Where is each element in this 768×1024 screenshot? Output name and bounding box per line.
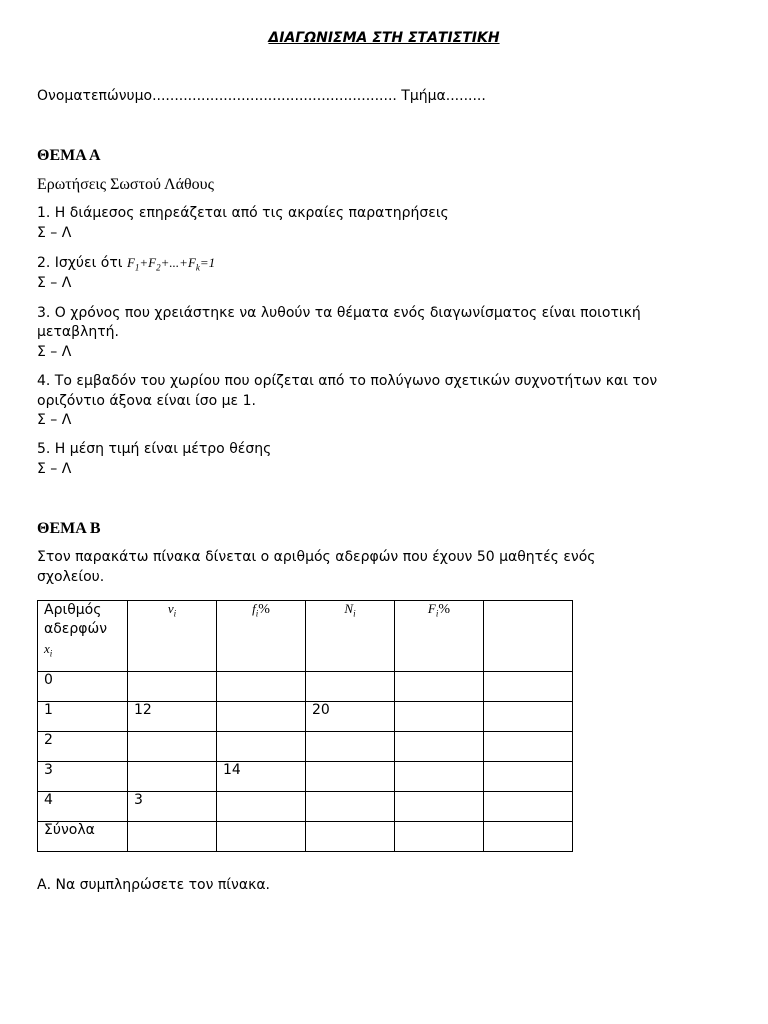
table-cell	[395, 762, 484, 792]
table-cell	[217, 732, 306, 762]
table-cell	[395, 822, 484, 852]
table-cell: 20	[306, 702, 395, 732]
header-cell-relative-frequency: $f_i\%$	[217, 601, 306, 672]
table-cell	[306, 822, 395, 852]
section-b-intro-line-2: σχολείου.	[37, 569, 105, 585]
section-b-intro-line-1: Στον παρακάτω πίνακα δίνεται ο αριθμός αδερφών που έχουν 50 μαθητές ενός	[37, 549, 596, 565]
name-class-line: Ονοματεπώνυμο....................................................... Τμήμα.........	[37, 88, 486, 104]
task-a: Α. Να συμπληρώσετε τον πίνακα.	[37, 877, 271, 893]
header-cell-cumulative-relative-frequency: $F_i\%$	[395, 601, 484, 672]
table-cell	[306, 762, 395, 792]
table-cell	[484, 702, 573, 732]
table-cell: Σύνολα	[38, 822, 128, 852]
table-cell	[484, 762, 573, 792]
sum-formula: $F_1+F_2+...+F_k=1$	[126, 255, 216, 273]
answer-choice-1: Σ – Λ	[37, 225, 72, 241]
question-3-line-1: 3. Ο χρόνος που χρειάστηκε να λυθούν τα θέματα ενός διαγωνίσματος είναι ποιοτική	[37, 305, 641, 321]
table-cell: 1	[38, 702, 128, 732]
table-cell: 2	[38, 732, 128, 762]
table-header-row	[38, 601, 573, 672]
table-cell	[484, 672, 573, 702]
table-cell	[484, 732, 573, 762]
answer-choice-2: Σ – Λ	[37, 275, 72, 291]
question-4-line-1: 4. Το εμβαδόν του χωρίου που ορίζεται από το πολύγωνο σχετικών συχνοτήτων και τον	[37, 373, 658, 389]
table-cell	[484, 822, 573, 852]
answer-choice-4: Σ – Λ	[37, 412, 72, 428]
answer-choice-5: Σ – Λ	[37, 461, 72, 477]
table-cell	[217, 822, 306, 852]
table-cell: 14	[217, 762, 306, 792]
table-cell	[395, 702, 484, 732]
table-cell	[128, 762, 217, 792]
question-3-line-2: μεταβλητή.	[37, 324, 119, 340]
table-cell	[217, 792, 306, 822]
table-cell	[306, 732, 395, 762]
table-cell	[217, 672, 306, 702]
header-cell-frequency: $\nu_i$	[128, 601, 217, 672]
table-row	[38, 792, 573, 822]
answer-choice-3: Σ – Λ	[37, 344, 72, 360]
table-cell	[217, 702, 306, 732]
table-cell: 3	[128, 792, 217, 822]
table-totals-row	[38, 822, 573, 852]
table-row	[38, 702, 573, 732]
table-cell: 4	[38, 792, 128, 822]
question-2	[37, 255, 215, 273]
header-cell-siblings: Αριθμός αδερφών $x_i$	[38, 601, 128, 672]
header-cell-cumulative-frequency: $N_i$	[306, 601, 395, 672]
table-cell	[395, 792, 484, 822]
table-cell	[128, 672, 217, 702]
question-4-line-2: οριζόντιο άξονα είναι ίσο με 1.	[37, 393, 256, 409]
section-b-heading: ΘΕΜΑ Β	[37, 520, 101, 537]
table-cell	[128, 822, 217, 852]
header-cell-extra	[484, 601, 573, 672]
table-cell	[395, 732, 484, 762]
question-1: 1. Η διάμεσος επηρεάζεται από τις ακραίες παρατηρήσεις	[37, 205, 449, 221]
table-row	[38, 732, 573, 762]
page-title: ΔΙΑΓΩΝΙΣΜΑ ΣΤΗ ΣΤΑΤΙΣΤΙΚΗ	[268, 30, 500, 46]
table-cell	[128, 732, 217, 762]
table-cell	[306, 792, 395, 822]
table-row	[38, 672, 573, 702]
question-5: 5. Η μέση τιμή είναι μέτρο θέσης	[37, 441, 272, 457]
table-cell	[306, 672, 395, 702]
section-a-heading: ΘΕΜΑ Α	[37, 147, 101, 164]
table-cell	[395, 672, 484, 702]
table-cell: 0	[38, 672, 128, 702]
table-row	[38, 762, 573, 792]
table-cell	[484, 792, 573, 822]
table-cell: 3	[38, 762, 128, 792]
question-2-text: 2. Ισχύει ότι	[37, 255, 123, 271]
table-cell: 12	[128, 702, 217, 732]
frequency-table	[37, 600, 573, 852]
section-a-subtitle: Ερωτήσεις Σωστού Λάθους	[37, 176, 214, 193]
